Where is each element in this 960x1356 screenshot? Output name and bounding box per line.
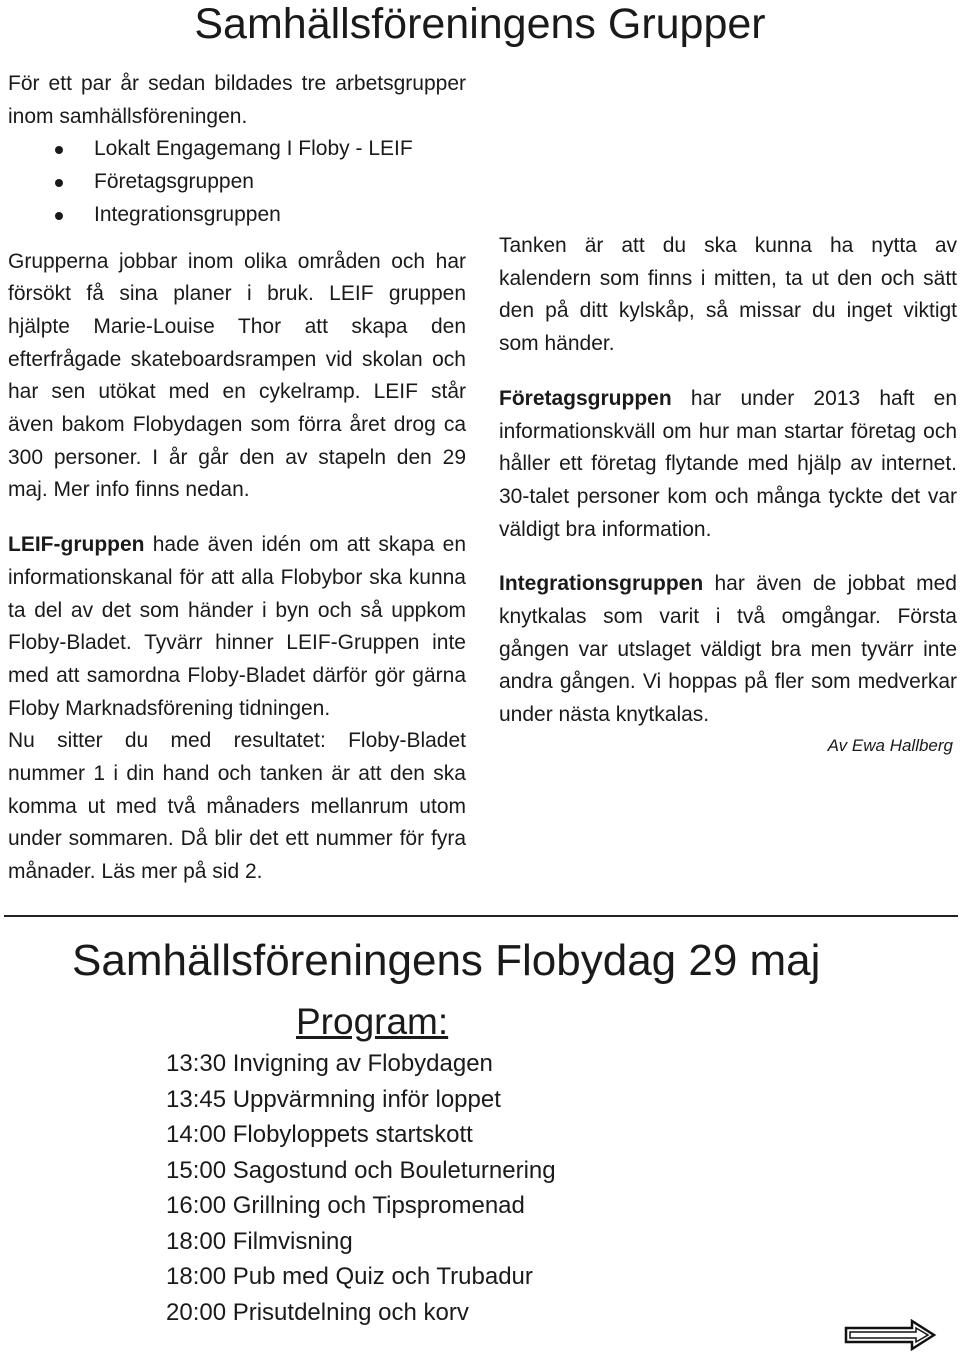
page-title-text: Samhällsföreningens Grupper [194, 0, 766, 48]
program-item: 13:30 Invigning av Flobydagen [166, 1050, 493, 1077]
foretag-paragraph [499, 383, 957, 547]
right-column [499, 68, 957, 758]
integration-text: har även de jobbat med knytkalas som varit i två omgångar. Första gången var utslaget väldigt bra men tyvärr inte andra gången. Vi hoppas på fler som medverkar under nästa knytkalas. [499, 572, 957, 727]
section-divider [4, 915, 958, 917]
foretag-text: har under 2013 haft en informationskväll om hur man startar företag och håller ett företag flytande med hjälp av internet. 30-talet personer kom och många tyckte det var väldigt bra information. [499, 386, 957, 541]
program-item: 18:00 Filmvisning [166, 1227, 353, 1255]
list-item: Lokalt Engagemang I Floby - LEIF [8, 133, 466, 166]
leif-lead: LEIF-gruppen [8, 533, 145, 557]
list-item: Integrationsgruppen [8, 199, 466, 232]
program-list [166, 1046, 556, 1330]
integration-lead: Integrationsgruppen [499, 572, 704, 596]
program-item: 15:00 Sagostund och Bouleturnering [166, 1156, 556, 1184]
right-arrow-icon [844, 1318, 938, 1352]
byline: Av Ewa Hallberg [827, 735, 953, 755]
groups-list [8, 133, 466, 231]
integration-paragraph [499, 568, 957, 732]
program-item: 16:00 Grillning och Tipspromenad [166, 1192, 525, 1219]
intro-paragraph: För ett par år sedan bildades tre arbetsgrupper inom samhällsföreningen. [8, 72, 466, 128]
result-paragraph: Nu sitter du med resultatet: Floby-Bladet nummer 1 i din hand och tanken är att den ska komma ut med två månaders mellanrum utom under sommaren. Då blir det ett nummer för fyra månader. Läs mer på sid 2. [8, 729, 466, 884]
page-title [0, 0, 960, 48]
groups-paragraph: Grupperna jobbar inom olika områden och har försökt få sina planer i bruk. LEIF gruppen hjälpte Marie-Louise Thor att skapa den efterfrågade skateboardsrampen vid skolan och har sen utökat med en cykelramp. LEIF står även bakom Flobydagen som förra året drog ca 300 personer. I år går den av stapeln den 29 maj. Mer info finns nedan. [8, 249, 466, 502]
flobydag-title: Samhällsföreningens Flobydag 29 maj [72, 936, 821, 985]
foretag-lead: Företagsgruppen [499, 386, 672, 410]
leif-text: hade även idén om att skapa en informationskanal för att alla Flobybor ska kunna ta del av det som händer i byn och så uppkom Floby-Bladet. Tyvärr hinner LEIF-Gruppen inte med att samordna Floby-Bladet därför gör gärna Floby Marknadsförening tidningen. [8, 533, 466, 720]
calendar-paragraph: Tanken är att du ska kunna ha nytta av kalendern som finns i mitten, ta ut den och sätt den på ditt kylskåp, så missar du inget viktigt som händer. [499, 234, 957, 356]
program-item: 13:45 Uppvärmning inför loppet [166, 1085, 501, 1113]
list-item: Företagsgruppen [8, 166, 466, 199]
program-item: 20:00 Prisutdelning och korv [166, 1298, 469, 1326]
program-item: 14:00 Flobyloppets startskott [166, 1121, 473, 1148]
leif-paragraph [8, 529, 466, 725]
program-title: Program: [296, 1001, 449, 1042]
left-column [8, 68, 466, 911]
program-item: 18:00 Pub med Quiz och Trubadur [166, 1263, 533, 1290]
